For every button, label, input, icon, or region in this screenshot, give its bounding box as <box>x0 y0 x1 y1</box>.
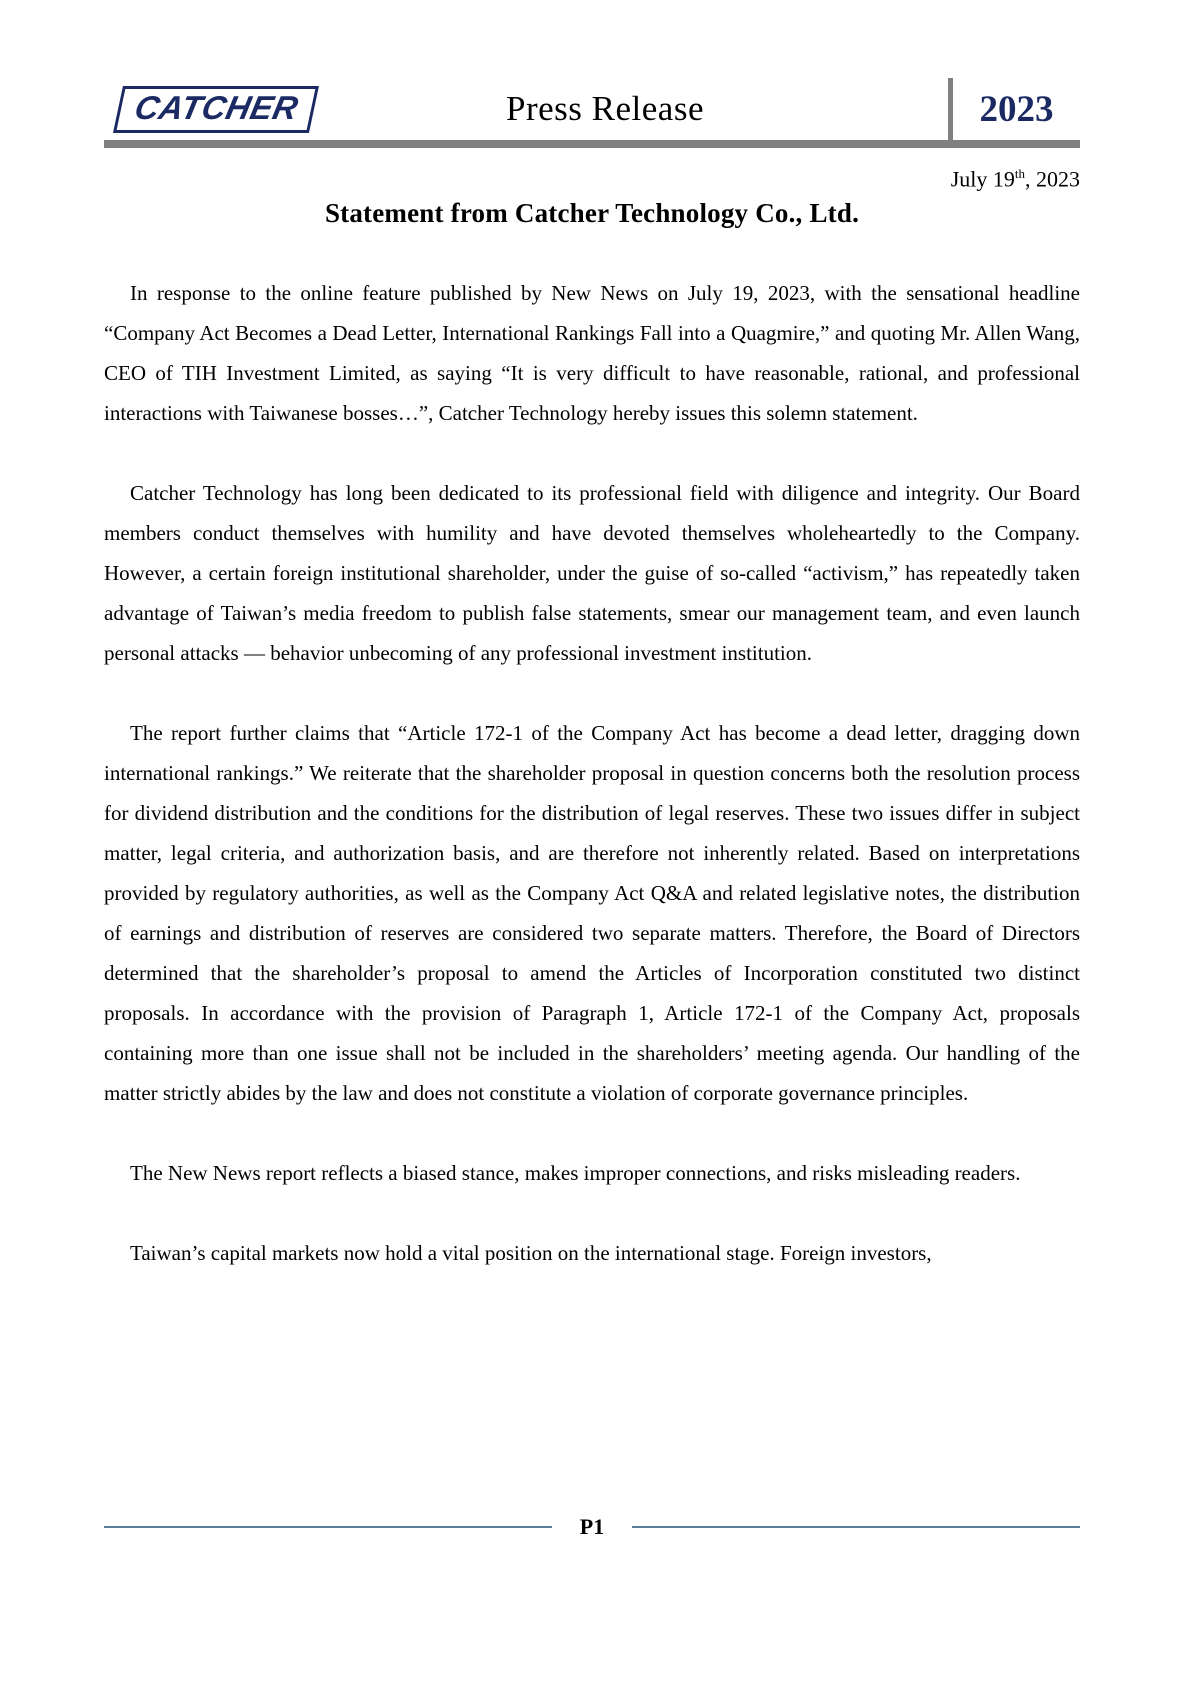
document-title: Statement from Catcher Technology Co., Ltd. <box>324 198 860 229</box>
paragraph-5: Taiwan’s capital markets now hold a vital position on the international stage. Foreign investors, <box>130 1241 932 1266</box>
press-release-heading: Press Release <box>506 89 704 128</box>
document-body <box>104 273 1080 1273</box>
page-footer <box>104 1512 1080 1542</box>
footer-line-right <box>632 1526 1080 1528</box>
date-suffix: , 2023 <box>1025 166 1080 192</box>
paragraph-1: In response to the online feature published by New News on July 19, 2023, with the sensational headline “Company Act Becomes a Dead Letter, International Rankings Fall into a Quagmire,” and quoting Mr. Allen Wang, CEO of TIH Investment Limited, as saying “It is very difficult to have reasonable, rational, and professional interactions with Taiwanese bosses…”, Catcher Technology hereby issues this solemn statement. <box>104 281 1080 426</box>
date-prefix: July 19 <box>950 166 1015 192</box>
date-line <box>104 166 1080 192</box>
footer-line-left <box>104 1526 552 1528</box>
page-number: P1 <box>579 1514 605 1539</box>
year-label: 2023 <box>979 88 1054 130</box>
paragraph-3: The report further claims that “Article 172-1 of the Company Act has become a dead letter, dragging down international rankings.” We reiterate that the shareholder proposal in question concerns both the resolution process for dividend distribution and the conditions for the distribution of legal reserves. These two issues differ in subject matter, legal criteria, and authorization basis, and are therefore not inherently related. Based on interpretations provided by regulatory authorities, as well as the Company Act Q&A and related legislative notes, the distribution of earnings and distribution of reserves are considered two separate matters. Therefore, the Board of Directors determined that the shareholder’s proposal to amend the Articles of Incorporation constituted two distinct proposals. In accordance with the provision of Paragraph 1, Article 172-1 of the Company Act, proposals containing more than one issue shall not be included in the shareholders’ meeting agenda. Our handling of the matter strictly abides by the law and does not constitute a violation of corporate governance principles. <box>104 721 1080 1106</box>
logo-container <box>104 78 334 140</box>
header-divider-rule <box>104 140 1080 148</box>
catcher-logo <box>113 86 319 133</box>
date-ordinal-superscript: th <box>1014 166 1025 181</box>
header-center <box>334 78 948 140</box>
paragraph-2: Catcher Technology has long been dedicated to its professional field with diligence and integrity. Our Board members conduct themselves with humility and have devoted themselves wholeheartedly to the Company. However, a certain foreign institutional shareholder, under the guise of so-called “activism,” has repeatedly taken advantage of Taiwan’s media freedom to publish false statements, smear our management team, and even launch personal attacks — behavior unbecoming of any professional investment institution. <box>104 481 1080 666</box>
page-header <box>104 78 1080 140</box>
catcher-logo-text: CATCHER <box>131 88 302 126</box>
header-year-section <box>948 78 1080 140</box>
paragraph-4: The New News report reflects a biased stance, makes improper connections, and risks misleading readers. <box>130 1161 1021 1186</box>
